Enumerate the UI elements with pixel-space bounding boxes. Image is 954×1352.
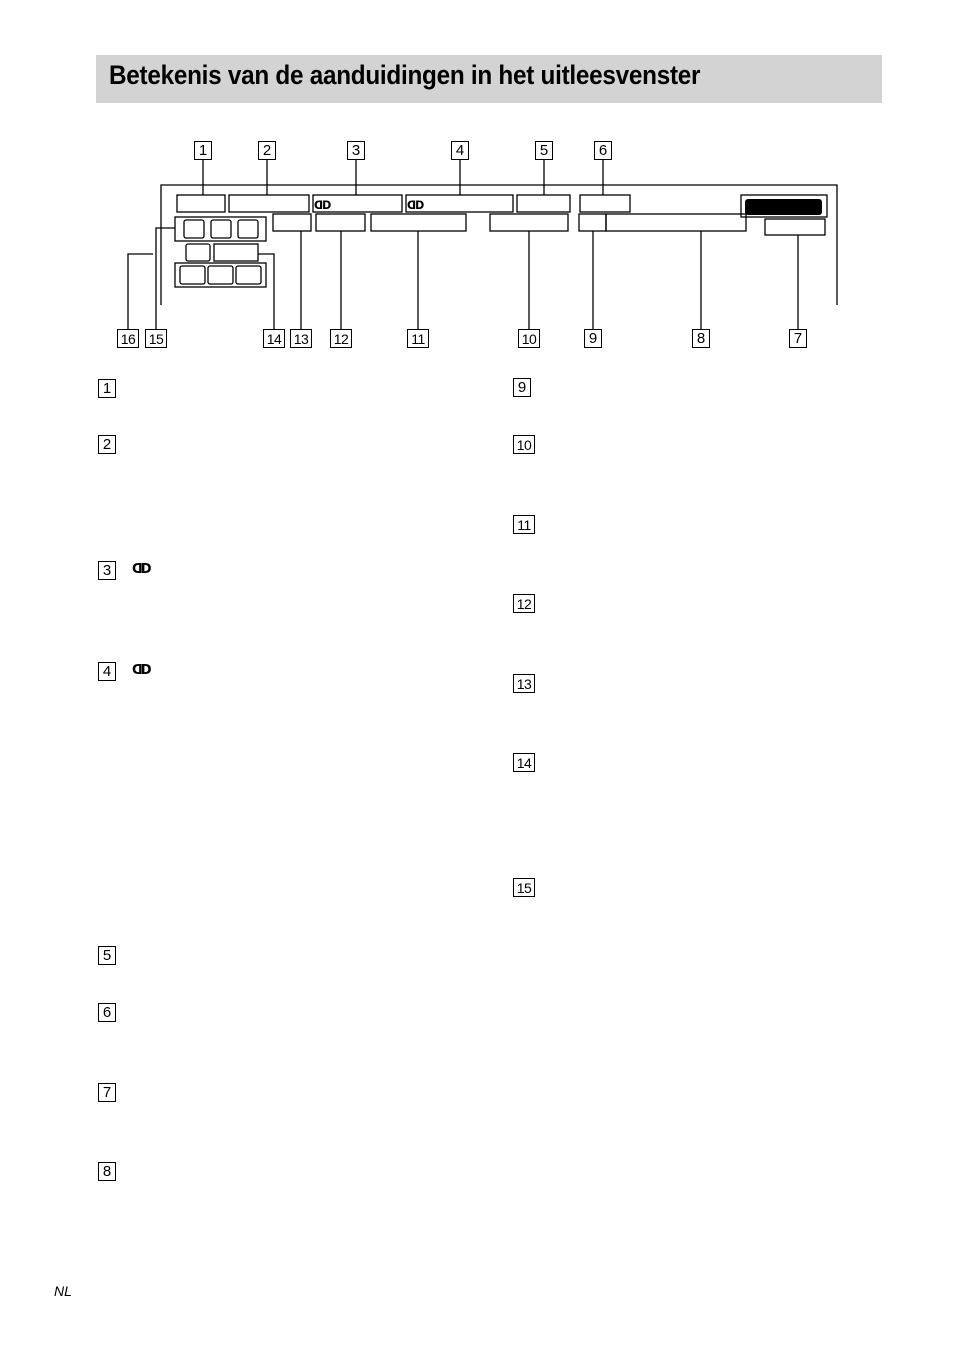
callout-5: 5 bbox=[535, 141, 553, 160]
page-footer-language: NL bbox=[54, 1283, 72, 1299]
callout-9: 9 bbox=[584, 329, 602, 348]
legend-num-14: 14 bbox=[513, 753, 535, 772]
callout-8: 8 bbox=[692, 329, 710, 348]
legend-num-1: 1 bbox=[98, 379, 116, 398]
callout-16: 16 bbox=[117, 329, 139, 348]
segment-5 bbox=[517, 195, 570, 212]
legend-num-6: 6 bbox=[98, 1003, 116, 1022]
dolby-glyph-legend-4: ᗡᗞ bbox=[132, 663, 150, 678]
segment-11 bbox=[371, 214, 466, 231]
segment-9 bbox=[579, 214, 606, 231]
title-bar bbox=[96, 55, 882, 103]
segment-2 bbox=[229, 195, 309, 212]
callout-4: 4 bbox=[451, 141, 469, 160]
dolby-glyph-4: ᗡᗞ bbox=[407, 199, 424, 212]
legend-num-8: 8 bbox=[98, 1162, 116, 1181]
segment-8 bbox=[606, 214, 746, 231]
legend-num-9: 9 bbox=[513, 378, 531, 397]
callout-11: 11 bbox=[407, 329, 429, 348]
legend-num-2: 2 bbox=[98, 435, 116, 454]
segment-13 bbox=[273, 214, 311, 231]
legend-num-15: 15 bbox=[513, 878, 535, 897]
callout-7: 7 bbox=[789, 329, 807, 348]
callout-12: 12 bbox=[330, 329, 352, 348]
segment-12 bbox=[316, 214, 365, 231]
legend-num-13: 13 bbox=[513, 674, 535, 693]
page-title: Betekenis van de aanduidingen in het uitleesvenster bbox=[109, 60, 701, 90]
legend-num-7: 7 bbox=[98, 1083, 116, 1102]
segment-1 bbox=[177, 195, 225, 212]
callout-3: 3 bbox=[347, 141, 365, 160]
legend-num-3: 3 bbox=[98, 561, 116, 580]
legend-num-11: 11 bbox=[513, 515, 535, 534]
legend-num-12: 12 bbox=[513, 594, 535, 613]
callout-15: 15 bbox=[145, 329, 167, 348]
callout-1: 1 bbox=[194, 141, 212, 160]
callout-2: 2 bbox=[258, 141, 276, 160]
callout-6: 6 bbox=[594, 141, 612, 160]
display-diagram bbox=[0, 120, 954, 360]
segment-6 bbox=[580, 195, 630, 212]
segment-7 bbox=[765, 219, 825, 235]
callout-13: 13 bbox=[290, 329, 312, 348]
dolby-glyph-3: ᗡᗞ bbox=[314, 199, 331, 212]
callout-10: 10 bbox=[518, 329, 540, 348]
legend-num-5: 5 bbox=[98, 946, 116, 965]
segment-14 bbox=[214, 244, 258, 261]
callout-14: 14 bbox=[263, 329, 285, 348]
segment-10 bbox=[490, 214, 568, 231]
segment-top-right-filled bbox=[745, 199, 822, 215]
channel-center bbox=[186, 244, 210, 261]
legend-num-10: 10 bbox=[513, 435, 535, 454]
dolby-glyph-legend-3: ᗡᗞ bbox=[132, 562, 150, 577]
legend-num-4: 4 bbox=[98, 662, 116, 681]
